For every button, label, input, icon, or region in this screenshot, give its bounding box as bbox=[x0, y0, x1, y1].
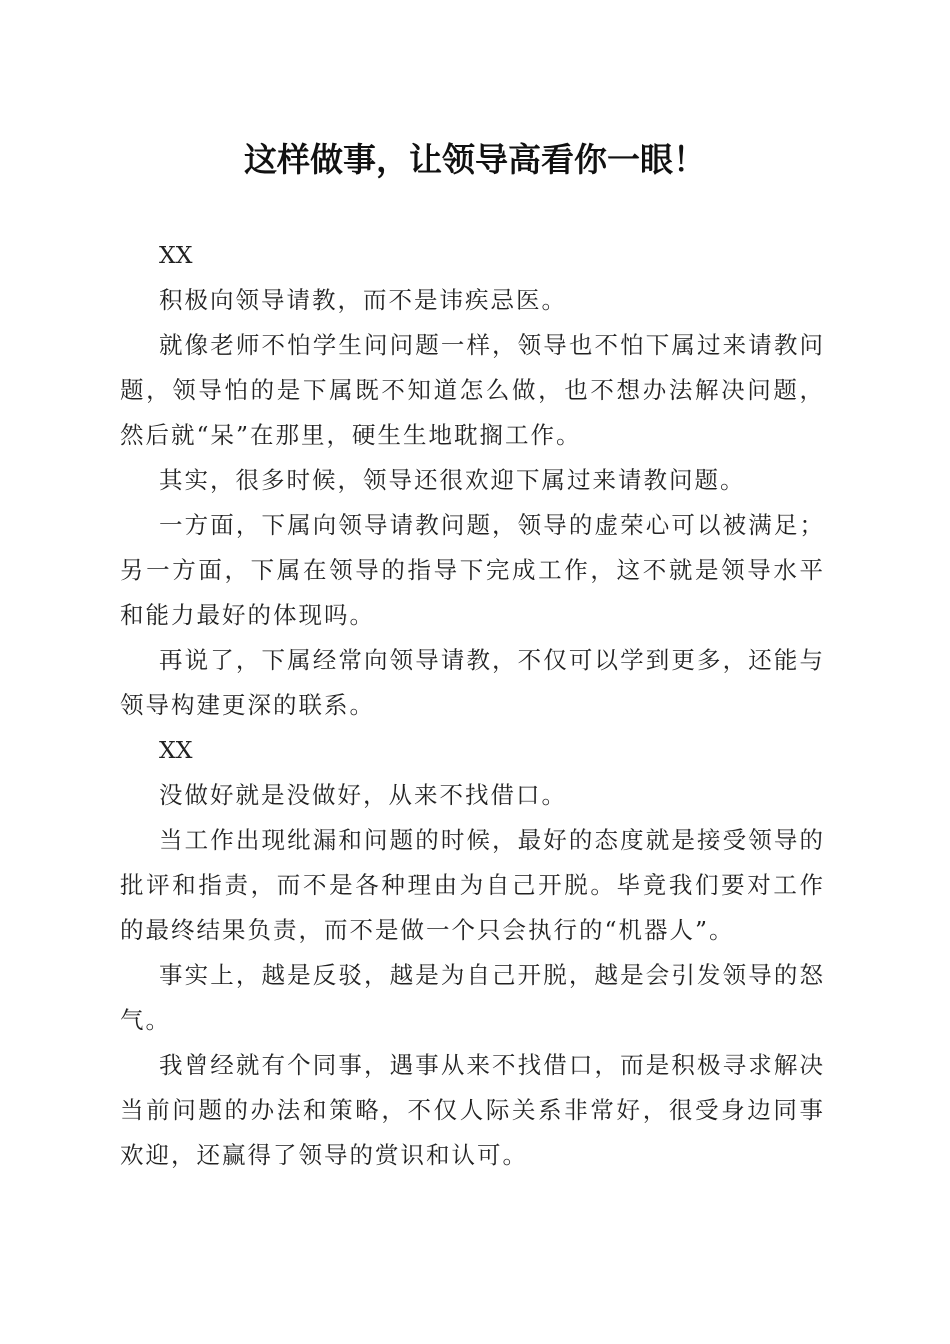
paragraph: 没做好就是没做好，从来不找借口。 bbox=[159, 781, 567, 809]
paragraph: 我曾经就有个同事，遇事从来不找借口，而是积极寻求解决当前问题的办法和策略，不仅人际关系非常好，很受身边同事欢迎，还赢得了领导的赏识和认可。 bbox=[120, 1051, 825, 1169]
paragraph: 当工作出现纰漏和问题的时候，最好的态度就是接受领导的批评和指责，而不是各种理由为自己开脱。毕竟我们要对工作的最终结果负责，而不是做一个只会执行的“机器人”。 bbox=[120, 826, 825, 944]
section-heading: XX bbox=[159, 241, 193, 269]
document-title: 这样做事，让领导高看你一眼！ bbox=[244, 140, 706, 179]
paragraph: 就像老师不怕学生问问题一样，领导也不怕下属过来请教问题，领导怕的是下属既不知道怎么做，也不想办法解决问题，然后就“呆”在那里，硬生生地耽搁工作。 bbox=[120, 331, 825, 449]
document-body bbox=[120, 233, 825, 1178]
paragraph: 其实，很多时候，领导还很欢迎下属过来请教问题。 bbox=[159, 466, 746, 494]
paragraph: 事实上，越是反驳，越是为自己开脱，越是会引发领导的怒气。 bbox=[120, 961, 825, 1034]
paragraph: 一方面，下属向领导请教问题，领导的虚荣心可以被满足；另一方面，下属在领导的指导下完成工作，这不就是领导水平和能力最好的体现吗。 bbox=[120, 511, 825, 629]
section-heading: XX bbox=[159, 736, 193, 764]
paragraph: 积极向领导请教，而不是讳疾忌医。 bbox=[159, 286, 567, 314]
paragraph: 再说了，下属经常向领导请教，不仅可以学到更多，还能与领导构建更深的联系。 bbox=[120, 646, 825, 719]
